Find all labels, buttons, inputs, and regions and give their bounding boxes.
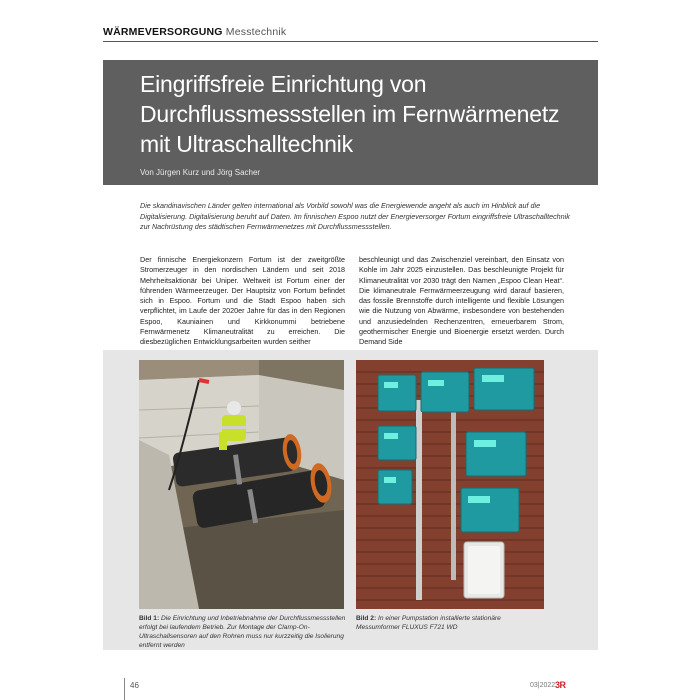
figure-1-text: Die Einrichtung und Inbetriebnahme der Durchflussmessstellen erfolgt bei laufendem Betrieb. Zur Montage der Clamp-On-Ultraschallsensoren auf den Rohren muss nur kurzzeitig die Isolierung entfernt werden bbox=[139, 615, 346, 649]
figure-1-label: Bild 1: bbox=[139, 615, 160, 622]
header-subsection: Messtechnik bbox=[225, 26, 287, 38]
title-block bbox=[103, 60, 598, 185]
figure-1-caption bbox=[139, 614, 346, 650]
body-columns bbox=[140, 255, 564, 347]
photo-measuring-devices bbox=[356, 360, 544, 609]
page-header bbox=[103, 26, 598, 38]
issue-number: 03|2022 bbox=[530, 682, 556, 689]
figure-2-caption bbox=[356, 614, 546, 632]
article-byline: Von Jürgen Kurz und Jörg Sacher bbox=[140, 168, 261, 177]
body-column-2: beschleunigt und das Zwischenziel vereinbart, den Einsatz von Kohle im Jahr 2025 einzustellen. Das beschleunigte Projekt für Klimaneutralität vor 2030 trägt den Namen „Espoo Clean Heat“. Die klimaneutrale Fernwärmeerzeugung wird darauf basieren, das fossile Brennstoffe durch intelligente und flexible Lösungen wie die Nutzung von Abwärme, insbesondere von bestehenden und anzusiedelnden Rechenzentren, erneuerbarem Strom, geothermischer Energie und Bioenergie ersetzt werden. Durch Demand Side bbox=[359, 255, 564, 347]
footer-rule bbox=[124, 678, 125, 700]
lead-paragraph: Die skandinavischen Länder gelten international als Vorbild sowohl was die Energiewende angeht als auch im Hinblick auf die Digitalisierung. Digitalisierung beruht auf Daten. Im finnischen Espoo nutzt der Energieversorger Fortum eingriffsfreie Ultraschalltechnik zur Nachrüstung des städtischen Fernwärmenetzes mit Durchflussmessstellen. bbox=[140, 201, 570, 231]
header-section: WÄRMEVERSORGUNG bbox=[103, 26, 223, 38]
figure-2-text: In einer Pumpstation installierte stationäre Messumformer FLUXUS F721 WD bbox=[356, 615, 501, 631]
page-number: 46 bbox=[130, 681, 139, 690]
photo-excavation-pit bbox=[139, 360, 344, 609]
publication-logo: 3R bbox=[555, 680, 566, 690]
figure-2-label: Bild 2: bbox=[356, 615, 377, 622]
body-column-1: Der finnische Energiekonzern Fortum ist der zweitgrößte Stromerzeuger in den nordischen Ländern und seit 2018 Mehrheitsaktionär bei Uniper. Weltweit ist Fortum einer der führenden Wärmeerzeuger. Der Hauptsitz von Fortum befindet sich in Espoo. Fortum und die Stadt Espoo haben sich verpflichtet, im Laufe der 2020er Jahre für das in den Regionen Espoo, Kauniainen und Kirkkonummi betriebene Fernwärmenetz Klimaneutralität zu erreichen. Die diesbezüglichen Entwicklungsarbeiten wurden seither bbox=[140, 255, 345, 347]
article-title: Eingriffsfreie Einrichtung von Durchflussmessstellen im Fernwärmenetz mit Ultraschalltechnik bbox=[140, 71, 560, 157]
header-rule bbox=[103, 41, 598, 42]
